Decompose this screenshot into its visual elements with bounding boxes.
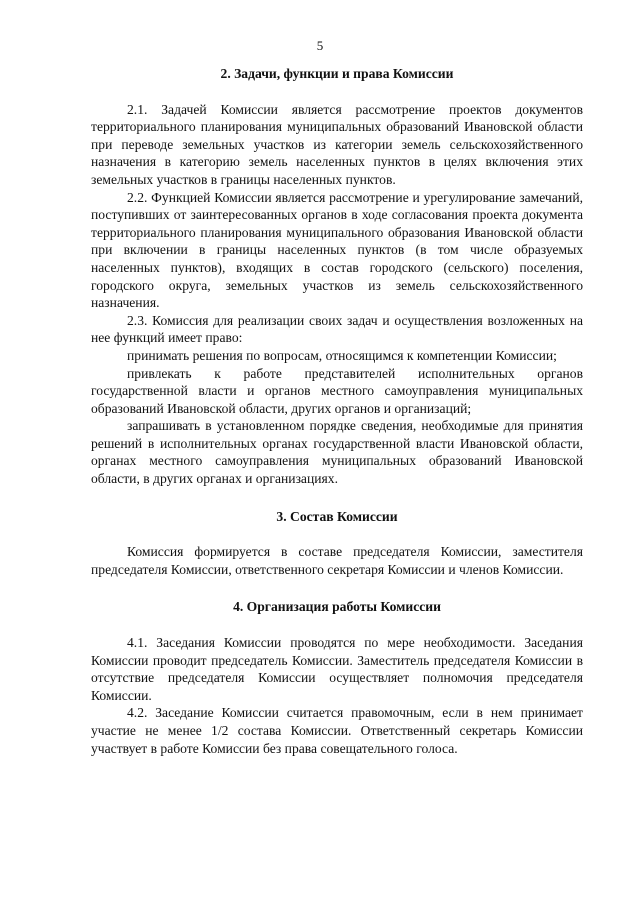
section-composition: [91, 508, 583, 579]
paragraph: 2.3. Комиссия для реализации своих задач и осуществления возложенных на нее функций имеет право:: [91, 312, 583, 346]
section-heading: 3. Состав Комиссии: [276, 508, 398, 524]
paragraph: 2.2. Функцией Комиссии является рассмотрение и урегулирование замечаний, поступивших от заинтересованных органов в ходе согласования проекта документа территориального планирования муниципального образования Ивановской области при включении в границы населенных пунктов (в том числе образуемых населенных пунктов), входящих в состав городского (сельского) поселения, городского округа, земельных участков из земель сельскохозяйственного назначения.: [91, 189, 583, 311]
paragraph: 4.2. Заседание Комиссии считается правомочным, если в нем принимает участие не менее 1/2 состава Комиссии. Ответственный секретарь Комиссии участвует в работе Комиссии без права совещательного голоса.: [91, 705, 583, 756]
paragraph: запрашивать в установленном порядке сведения, необходимые для принятия решений в исполнительных органах государственной власти Ивановской области, органах местного самоуправления муниципальных образований Ивановской области, в других органах и организациях.: [91, 418, 583, 487]
paragraph: 4.1. Заседания Комиссии проводятся по мере необходимости. Заседания Комиссии проводит председатель Комиссии. Заместитель председателя Комиссии в отсутствие председателя Комиссии осуществляет полномочия председателя Комиссии.: [91, 635, 583, 703]
document-body: [91, 65, 583, 757]
paragraph: привлекать к работе представителей исполнительных органов государственной власти и органов местного самоуправления муниципальных образований Ивановской области, других органов и организаций;: [91, 365, 583, 416]
section-heading: 4. Организация работы Комиссии: [233, 599, 441, 615]
page-number: 5: [316, 38, 324, 53]
paragraph: Комиссия формируется в составе председателя Комиссии, заместителя председателя Комиссии, ответственного секретаря Комиссии и членов Комиссии.: [91, 544, 583, 577]
section-heading: 2. Задачи, функции и права Комиссии: [220, 66, 454, 81]
paragraph: 2.1. Задачей Комиссии является рассмотрение проектов документов территориального планирования муниципальных образований Ивановской области при переводе земельных участков из категории земель сельскохозяйственного назначения в категорию земель населенных пунктов в целях включения этих земельных участков в границы населенных пунктов.: [91, 101, 583, 187]
section-organization: [91, 598, 583, 757]
section-tasks-functions-rights: [91, 65, 583, 488]
paragraph: принимать решения по вопросам, относящимся к компетенции Комиссии;: [127, 347, 557, 363]
